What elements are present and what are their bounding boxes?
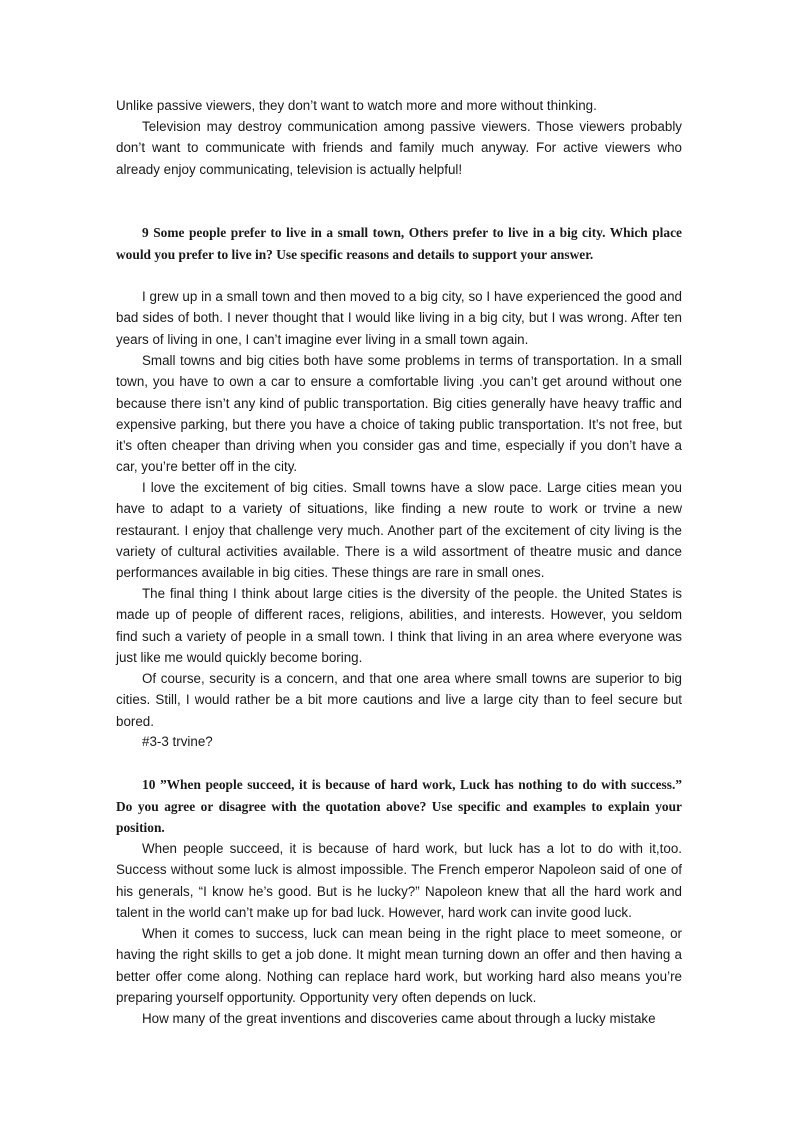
paragraph-television-communication: Television may destroy communication among passive viewers. Those viewers probably don’t want to communicate with friends and family much anyway. For active viewers who already enjoy communicating, television is actually helpful! xyxy=(116,119,682,177)
paragraph-security: Of course, security is a concern, and that one area where small towns are superior to big cities. Still, I would rather be a bit more cautions and live a large city than to feel secure but bored. xyxy=(116,671,682,729)
question-9-heading: 9 Some people prefer to live in a small town, Others prefer to live in a big city. Which place would you prefer to live in? Use specific reasons and details to support your answer. xyxy=(116,225,682,262)
paragraph-excitement: I love the excitement of big cities. Small towns have a slow pace. Large cities mean you have to adapt to a variety of situations, like finding a new route to work or trvine a new restaurant. I enjoy that challenge very much. Another part of the excitement of city living is the variety of cultural activities available. There is a wild assortment of theatre music and dance performances available in big cities. These things are rare in small ones. xyxy=(116,480,682,581)
paragraph-diversity: The final thing I think about large cities is the diversity of the people. the United States is made up of people of different races, religions, abilities, and interests. However, you seldom find such a variety of people in a small town. I think that living in an area where everyone was just like me would quickly become boring. xyxy=(116,586,682,665)
paragraph-passive-viewers: Unlike passive viewers, they don’t want to watch more and more without thinking. xyxy=(116,98,597,113)
paragraph-right-place: When it comes to success, luck can mean being in the right place to meet someone, or having the right skills to get a job done. It might mean turning down an offer and then having a better offer come along. Nothing can replace hard work, but working hard also means you’re preparing yourself opportunity. Opportunity very often depends on luck. xyxy=(116,926,682,1005)
paragraph-napoleon: When people succeed, it is because of hard work, but luck has a lot to do with it,too. Success without some luck is almost impossible. The French emperor Napoleon said of one of his generals, “I know he’s good. But is he lucky?” Napoleon knew that all the hard work and talent in the world can’t make up for bad luck. However, hard work can invite good luck. xyxy=(116,841,682,920)
paragraph-grew-up: I grew up in a small town and then moved to a big city, so I have experienced the good and bad sides of both. I never thought that I would like living in a big city, but I was wrong. After ten years of living in one, I can’t imagine ever living in a small town again. xyxy=(116,289,682,347)
paragraph-transportation: Small towns and big cities both have some problems in terms of transportation. In a small town, you have to own a car to ensure a comfortable living .you can’t get around without one because there isn’t any kind of public transportation. Big cities generally have heavy traffic and expensive parking, but there you have a choice of taking public transportation. It’s not free, but it’s often cheaper than driving when you consider gas and time, especially if you don’t have a car, you’re better off in the city. xyxy=(116,353,682,475)
note-trvine: #3-3 trvine? xyxy=(142,734,213,749)
question-10-heading: 10 ”When people succeed, it is because of hard work, Luck has nothing to do with success.” Do you agree or disagree with the quotation above? Use specific and examples to explain your position. xyxy=(116,777,682,835)
paragraph-inventions: How many of the great inventions and discoveries came about through a lucky mistake xyxy=(142,1011,656,1026)
